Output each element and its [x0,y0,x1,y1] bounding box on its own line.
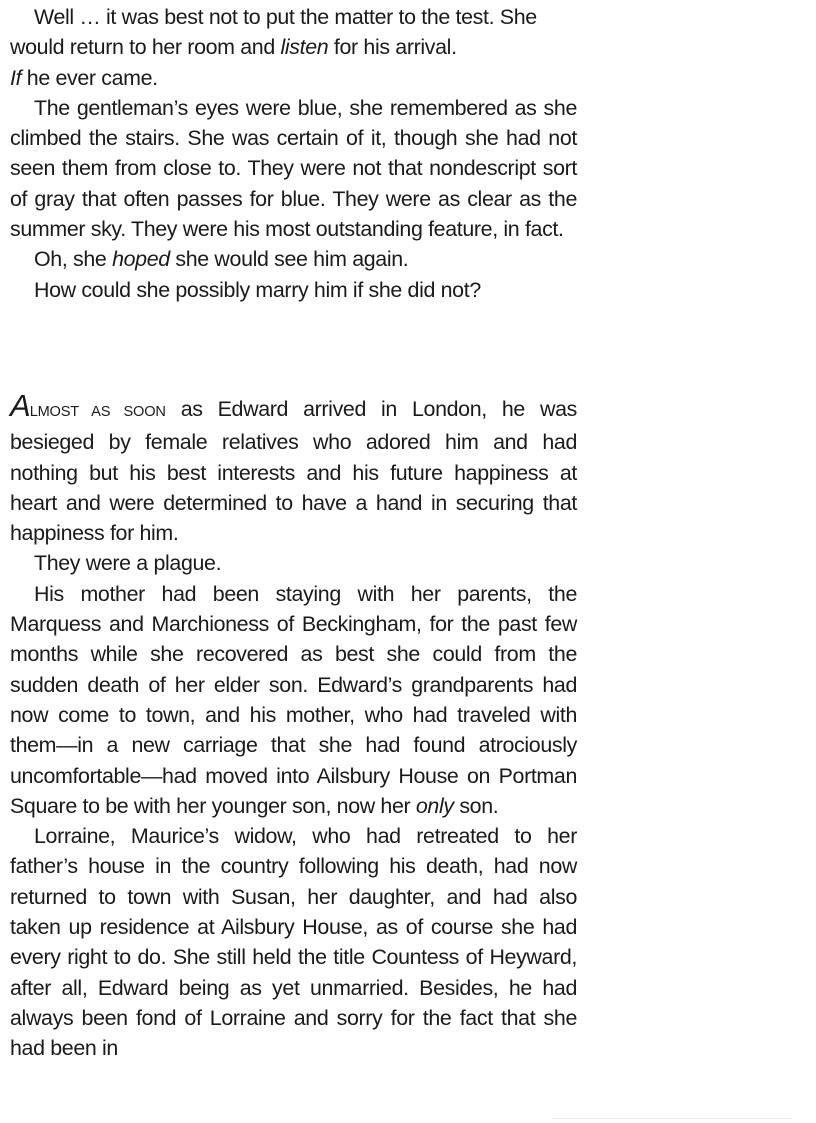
emphasis: only [415,793,454,818]
paragraph: The gentleman’s eyes were blue, she remembered as she climbed the stairs. She was certain of it, though she had not seen them from close to. They were not that nondescript sort of gray that often passes for blue. They were as clear as the summer sky. They were his most outstanding feature, in fact. [10,95,577,242]
text-run: son. [453,793,499,818]
small-caps-lead: LMOST AS SOON [29,403,166,420]
text-run: Oh, she [34,247,113,272]
text-run: Well … it was best not to put the matter to the test. She would return to her room and [10,5,537,60]
text-run: His mother had been staying with her parents, the Marquess and Marchioness of Beckingham, for the past few months while she recovered as best she could from the sudden death of her elder son. Edward’s grandparents had now come to town, and his mother, who had traveled with them—in a new carriage that she had found atrociously uncomfortable—had moved into Ailsbury House on Portman Square to be with her younger son, now her [10,581,577,818]
text-run: he ever came. [21,65,158,90]
emphasis: If [10,65,22,90]
paragraph [10,579,577,821]
paragraph [10,2,577,63]
scene-break [10,305,577,394]
paragraph: They were a plague. [34,551,222,576]
emphasis: listen [280,35,329,60]
emphasis: hoped [112,247,170,272]
paragraph [10,244,577,274]
text-run: she would see him again. [169,247,409,272]
paragraph: How could she possibly marry him if she did not? [34,277,481,302]
book-page [10,2,577,1064]
text-run: as Edward arrived in London, he was besieged by female relatives who adored him and had nothing but his best interests and his future happiness at heart and were determined to have a hand in securing that happiness for him. [10,396,577,546]
drop-cap: A [10,387,30,423]
paragraph: Lorraine, Maurice’s widow, who had retreated to her father’s house in the country following his death, had now returned to town with Susan, her daughter, and had also taken up residence at Ailsbury House, as of course she had every right to do. She still held the title Countess of Heyward, after all, Edward being as yet unmarried. Besides, he had always been fond of Lorraine and sorry for the fact that she had been in [10,824,577,1061]
paragraph [10,63,577,93]
chapter-opening-paragraph [10,387,577,548]
page-bottom-rule [552,1118,792,1119]
text-run: for his arrival. [328,35,457,60]
